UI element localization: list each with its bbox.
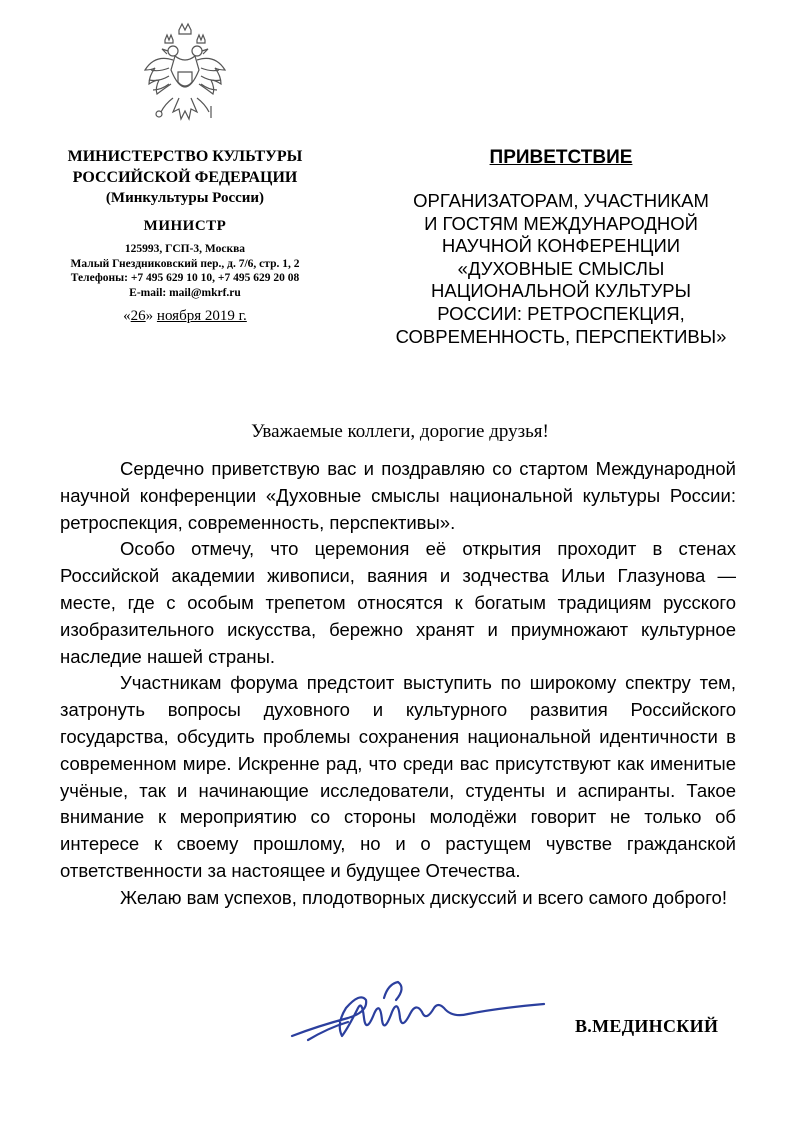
phone-line: Телефоны: +7 495 629 10 10, +7 495 629 20 08 (70, 272, 300, 284)
greeting-subtitle-line: НАЦИОНАЛЬНОЙ КУЛЬТУРЫ (431, 280, 691, 302)
double-headed-eagle-emblem-icon (139, 20, 231, 140)
date-day: 26 (130, 308, 146, 324)
letter-body (60, 456, 736, 912)
greeting-subtitle-line: «ДУХОВНЫЕ СМЫСЛЫ (457, 257, 665, 279)
letter-date (40, 308, 330, 325)
org-name-line1: МИНИСТЕРСТВО КУЛЬТУРЫ (67, 148, 303, 165)
address-block (40, 242, 330, 300)
handwritten-signature-icon (288, 978, 548, 1058)
greeting-title-block (392, 146, 730, 348)
org-abbreviation: (Минкультуры России) (105, 190, 265, 206)
body-paragraph: Сердечно приветствую вас и поздравляю со стартом Международной научной конференции «Духовные смыслы национальной культуры России: ретроспекция, современность, перспективы». (60, 458, 736, 533)
greeting-subtitle-line: И ГОСТЯМ МЕЖДУНАРОДНОЙ (424, 212, 698, 234)
greeting-subtitle-line: РОССИИ: РЕТРОСПЕКЦИЯ, (437, 302, 685, 324)
org-name-line2: РОССИЙСКОЙ ФЕДЕРАЦИИ (72, 169, 298, 186)
date-quote-open: « (123, 308, 131, 324)
date-quote-close: » (145, 308, 154, 324)
greeting-subtitle-line: ОРГАНИЗАТОРАМ, УЧАСТНИКАМ (413, 190, 709, 211)
date-month-year: ноября 2019 г. (156, 308, 247, 324)
address-line: Малый Гнездниковский пер., д. 7/6, стр. 1, 2 (70, 257, 300, 270)
position-title: МИНИСТР (143, 218, 227, 234)
greeting-subtitle-line: СОВРЕМЕННОСТЬ, ПЕРСПЕКТИВЫ» (395, 325, 727, 347)
signer-name: В.МЕДИНСКИЙ (575, 1016, 719, 1036)
email-line: E-mail: mail@mkrf.ru (129, 286, 241, 299)
body-paragraph: Участникам форума предстоит выступить по широкому спектру тем, затронуть вопросы духовного и культурного развития Российского государства, обсудить проблемы сохранения национальной идентичности в современном мире. Искренне рад, что среди вас присутствуют как именитые учёные, так и начинающие исследователи, студенты и аспиранты. Такое внимание к мероприятию со стороны молодёжи говорит не только об интересе к своему прошлому, но и о растущем чувстве гражданской ответственности за настоящее и будущее Отечества. (60, 672, 736, 881)
greeting-subtitle (392, 190, 730, 348)
letterhead (40, 20, 330, 325)
body-paragraph: Желаю вам успехов, плодотворных дискуссий и всего самого доброго! (120, 886, 727, 908)
address-line: 125993, ГСП-3, Москва (124, 243, 246, 255)
body-paragraph: Особо отмечу, что церемония её открытия проходит в стенах Российской академии живописи, ваяния и зодчества Ильи Глазунова — месте, где с особым трепетом относятся к богатым традициям русского изобразительного искусства, бережно хранят и приумножают культурное наследие нашей страны. (60, 538, 736, 667)
greeting-heading: ПРИВЕТСТВИЕ (489, 147, 633, 168)
salutation: Уважаемые коллеги, дорогие друзья! (251, 421, 549, 442)
greeting-subtitle-line: НАУЧНОЙ КОНФЕРЕНЦИИ (441, 235, 681, 257)
